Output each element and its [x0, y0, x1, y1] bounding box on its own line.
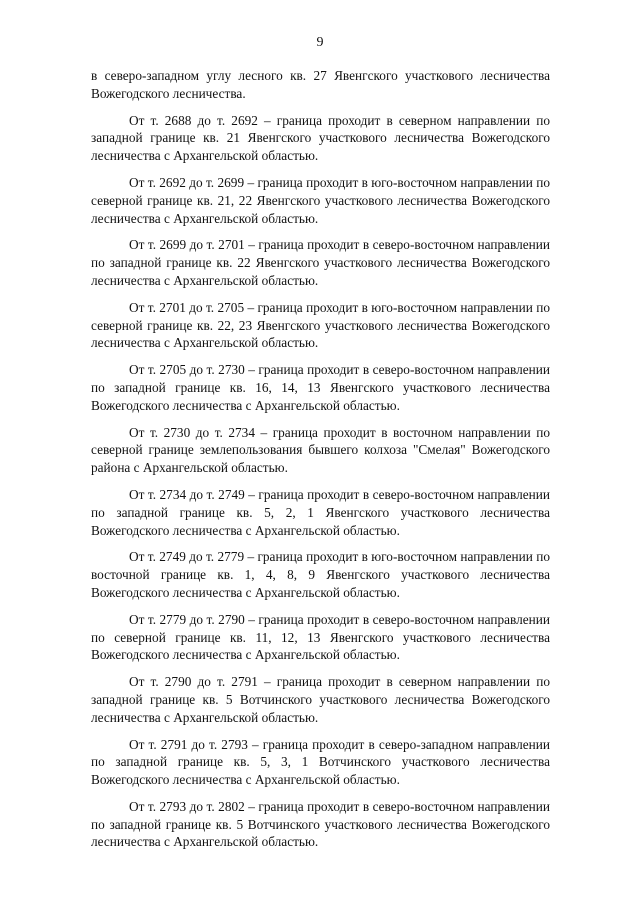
- paragraph: От т. 2779 до т. 2790 – граница проходит в северо-восточном направлении по северной границе кв. 11, 12, 13 Явенгского участкового лесничества Вожегодского лесничества с Архангельской областью.: [91, 611, 550, 663]
- paragraph: От т. 2705 до т. 2730 – граница проходит в северо-восточном направлении по западной границе кв. 16, 14, 13 Явенгского участкового лесничества Вожегодского лесничества с Архангельской областью.: [91, 362, 550, 413]
- paragraph: От т. 2730 до т. 2734 – граница проходит в восточном направлении по северной границе землепользования бывшего колхоза "Смелая" Вожегодского района с Архангельской областью.: [91, 424, 550, 476]
- document-body: [91, 67, 550, 860]
- paragraph: От т. 2692 до т. 2699 – граница проходит в юго-восточном направлении по северной границе кв. 21, 22 Явенгского участкового лесничества Вожегодского лесничества с Архангельской областью.: [91, 174, 550, 226]
- paragraph: От т. 2790 до т. 2791 – граница проходит в северном направлении по западной границе кв. 5 Вотчинского участкового лесничества Вожегодского лесничества с Архангельской областью.: [91, 674, 550, 725]
- paragraph: От т. 2701 до т. 2705 – граница проходит в юго-восточном направлении по северной границе кв. 22, 23 Явенгского участкового лесничества Вожегодского лесничества с Архангельской областью.: [91, 299, 550, 351]
- paragraph: От т. 2791 до т. 2793 – граница проходит в северо-западном направлении по западной границе кв. 5, 3, 1 Вотчинского участкового лесничества Вожегодского лесничества с Архангельской областью.: [91, 736, 550, 788]
- paragraph: в северо-западном углу лесного кв. 27 Явенгского участкового лесничества Вожегодского лесничества.: [91, 68, 550, 101]
- page-number: 9: [316, 35, 324, 50]
- paragraph: От т. 2793 до т. 2802 – граница проходит в северо-восточном направлении по западной границе кв. 5 Вотчинского участкового лесничества Вожегодского лесничества с Архангельской областью.: [91, 798, 550, 850]
- paragraph: От т. 2688 до т. 2692 – граница проходит в северном направлении по западной границе кв. 21 Явенгского участкового лесничества Вожегодского лесничества с Архангельской областью.: [91, 112, 550, 164]
- paragraph: От т. 2749 до т. 2779 – граница проходит в юго-восточном направлении по восточной границе кв. 1, 4, 8, 9 Явенгского участкового лесничества Вожегодского лесничества с Архангельской областью.: [91, 549, 550, 600]
- paragraph: От т. 2734 до т. 2749 – граница проходит в северо-восточном направлении по западной границе кв. 5, 2, 1 Явенгского участкового лесничества Вожегодского лесничества с Архангельской областью.: [91, 486, 550, 538]
- paragraph: От т. 2699 до т. 2701 – граница проходит в северо-восточном направлении по западной границе кв. 22 Явенгского участкового лесничества Вожегодского лесничества с Архангельской областью.: [91, 237, 550, 288]
